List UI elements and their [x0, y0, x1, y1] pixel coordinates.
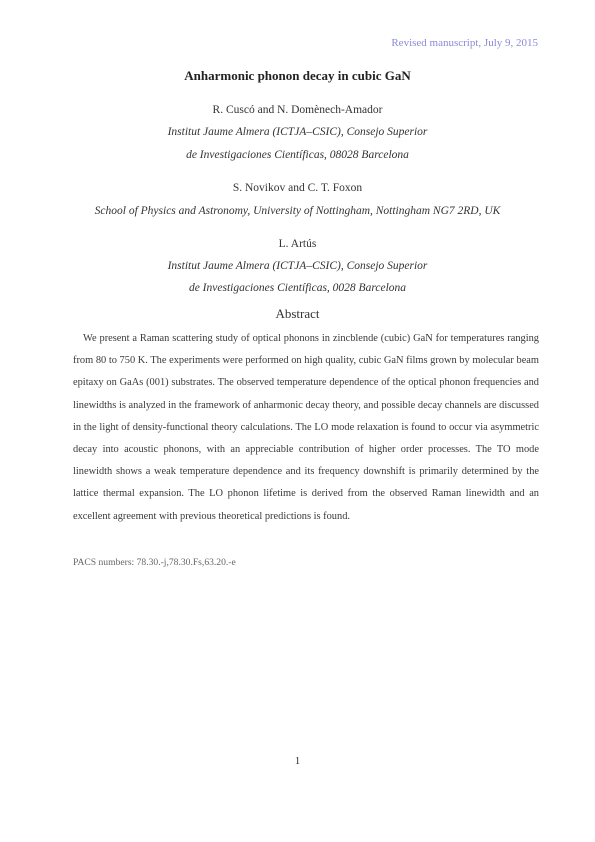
- abstract-text: We present a Raman scattering study of optical phonons in zincblende (cubic) GaN for temperatures ranging from 80 to 750 K. The experiments were performed on high quality, cubic GaN films grown by molecular beam epitaxy on GaAs (001) substrates. The observed temperature dependence of the optical phonon frequencies and linewidths is analyzed in the framework of anharmonic decay theory, and possible decay channels are discussed in the light of density-functional theory calculations. The LO mode relaxation is found to occur via asymmetric decay into acoustic phonons, with an appreciable contribution of higher order processes. The TO mode linewidth shows a weak temperature dependence and its frequency downshift is primarily determined by the lattice thermal expansion. The LO phonon lifetime is derived from the observed Raman linewidth and an excellent agreement with previous theoretical predictions is found.: [73, 333, 539, 522]
- paper-title: Anharmonic phonon decay in cubic GaN: [184, 68, 411, 83]
- authors-group-2: S. Novikov and C. T. Foxon: [232, 182, 363, 194]
- authors-group-3: L. Artús: [278, 238, 317, 250]
- page-number: 1: [294, 755, 301, 767]
- affiliation-1-line-2: de Investigaciones Científicas, 08028 Barcelona: [186, 149, 409, 161]
- affiliation-1-line-1: Institut Jaume Almera (ICTJA–CSIC), Consejo Superior: [167, 126, 428, 138]
- abstract-body: [73, 328, 539, 528]
- affiliation-3-line-2: de Investigaciones Científicas, 0028 Barcelona: [188, 282, 407, 294]
- authors-group-1: R. Cuscó and N. Domènech-Amador: [212, 104, 383, 116]
- pacs-numbers: PACS numbers: 78.30.-j,78.30.Fs,63.20.-e: [73, 557, 236, 568]
- affiliation-3-line-1: Institut Jaume Almera (ICTJA–CSIC), Consejo Superior: [167, 260, 428, 272]
- affiliation-2-line-1: School of Physics and Astronomy, University of Nottingham, Nottingham NG7 2RD, UK: [94, 205, 501, 217]
- revised-manuscript-note: Revised manuscript, July 9, 2015: [391, 37, 538, 49]
- abstract-heading: Abstract: [275, 306, 320, 321]
